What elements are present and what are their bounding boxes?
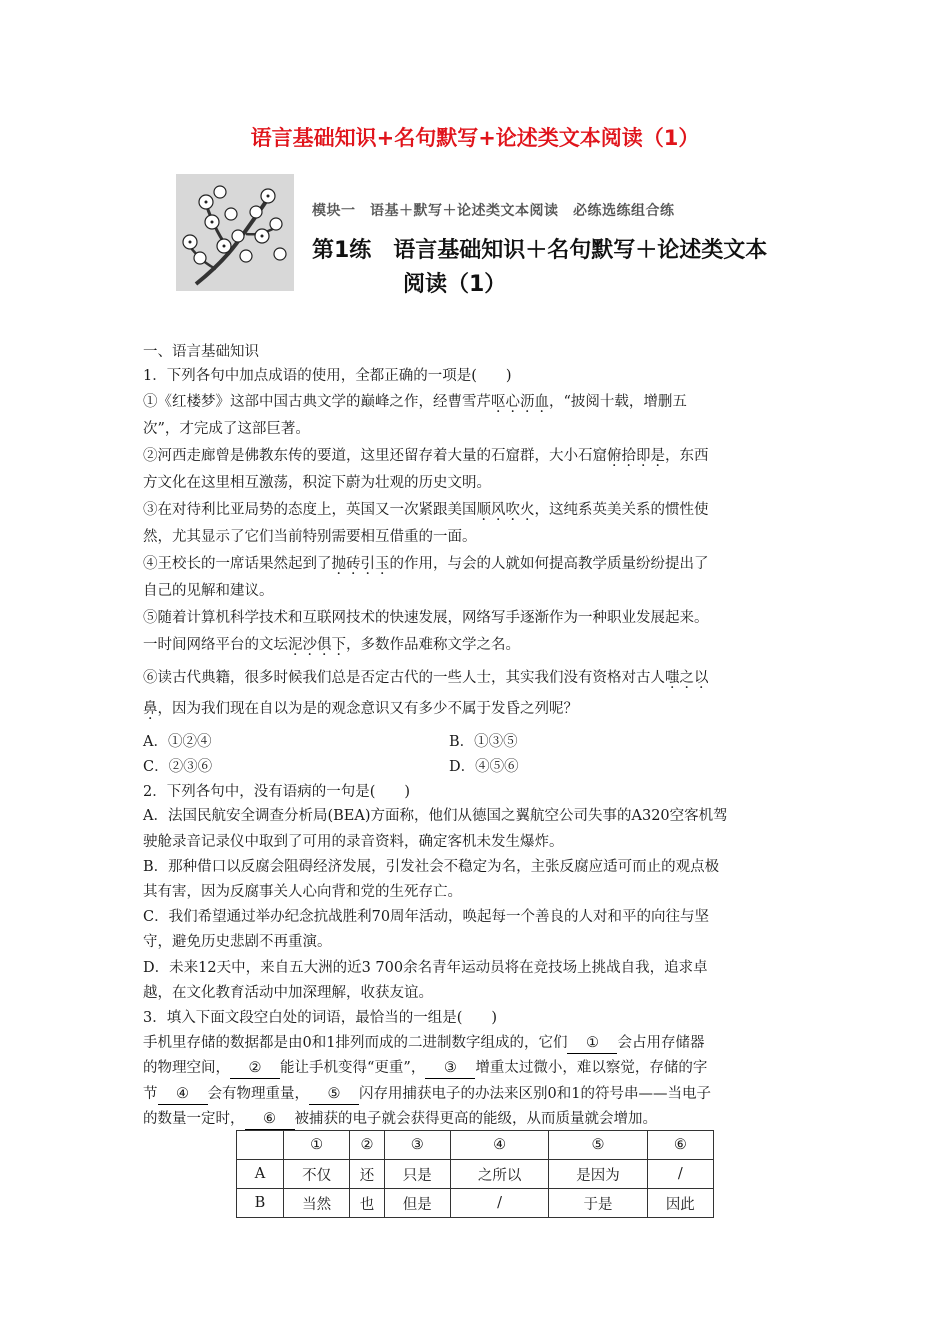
emphasis-dot-char: 风 (491, 502, 506, 518)
q1-sentence-2-cont: 方文化在这里相互激荡，积淀下蔚为壮观的历史文明。 (143, 475, 491, 491)
dotted-idiom (665, 670, 709, 686)
q1-sentence-1-cont: 次”，才完成了这部巨著。 (143, 421, 310, 437)
q1-stem: 1．下列各句中加点成语的使用，全都正确的一项是( ) (143, 368, 512, 384)
text: 能让手机变得“更重”， (280, 1060, 426, 1076)
table-cell: A (237, 1160, 284, 1189)
q2-option-a: A．法国民航安全调查分析局(BEA)方面称，他们从德国之翼航空公司失事的A320空客机驾 (143, 808, 728, 824)
emphasis-dot-char: 拾 (621, 448, 636, 464)
lesson-title (312, 234, 767, 302)
blank-6: ⑥ (245, 1109, 295, 1130)
q3-passage-line3 (143, 1084, 711, 1105)
text: 会有物理重量， (207, 1086, 309, 1102)
document-title: 语言基础知识+名句默写+论述类文本阅读（1） (250, 126, 700, 150)
emphasis-dot-char: 砖 (346, 556, 361, 572)
lesson-title-line2: 阅读（1） (403, 272, 507, 297)
blank-5: ⑤ (309, 1084, 359, 1105)
table-cell: ⑥ (647, 1131, 713, 1160)
dotted-idiom (477, 502, 535, 518)
q1-sentence-5: ⑤随着计算机科学技术和互联网技术的快速发展，网络写手逐渐作为一种职业发展起来。 (143, 610, 709, 626)
text: 一时间网络平台的文坛 (143, 637, 288, 653)
emphasis-dot-char: 引 (360, 556, 375, 572)
q2-option-a-cont: 驶舱录音记录仪中取到了可用的录音资料，确定客机未发生爆炸。 (143, 834, 564, 850)
emphasis-dot-char: 即 (636, 448, 651, 464)
q3-passage-line1 (143, 1033, 704, 1054)
q1-sentence-1 (143, 392, 687, 412)
text: 节 (143, 1086, 158, 1102)
text: ④王校长的一席话果然起到了 (143, 556, 332, 572)
text: 的作用，与会的人就如何提高教学质量纷纷提出了 (389, 556, 709, 572)
table-cell: / (450, 1189, 548, 1218)
q1-sentence-3-cont: 然，尤其显示了它们当前特别需要相互借重的一面。 (143, 529, 477, 545)
q1-option-d: D．④⑤⑥ (449, 759, 519, 775)
table-cell: 之所以 (450, 1160, 548, 1189)
table-cell: 还 (350, 1160, 384, 1189)
table-row (237, 1160, 714, 1189)
q1-sentence-6 (143, 668, 709, 688)
text: ，这纯系英美关系的惯性使 (534, 502, 709, 518)
q2-option-d: D．未来12天中，来自五大洲的近3 700余名青年运动员将在竞技场上挑战自我，追求卓 (143, 960, 708, 976)
emphasis-dot-char: 俱 (317, 637, 332, 653)
q2-option-b: B．那种借口以反腐会阻碍经济发展，引发社会不稳定为名，主张反腐应适可而止的观点极 (143, 859, 720, 875)
text: ，多数作品难称文学之名。 (346, 637, 520, 653)
table-cell: 因此 (647, 1189, 713, 1218)
q1-option-a: A．①②④ (143, 734, 212, 750)
text: 会占用存储器 (617, 1035, 705, 1051)
text: ⑥读古代典籍，很多时候我们总是否定古代的一些人士，其实我们没有资格对古人 (143, 670, 665, 686)
q3-stem: 3．填入下面文段空白处的词语，最恰当的一组是( ) (143, 1010, 498, 1026)
text: ，因为我们现在自以为是的观念意识又有多少不属于发昏之列呢？ (157, 701, 578, 717)
table-cell: 也 (350, 1189, 384, 1218)
q1-option-c: C．②③⑥ (143, 759, 213, 775)
q2-option-b-cont: 其有害，因为反腐事关人心向背和党的生死存亡。 (143, 884, 462, 900)
emphasis-dot-char: 抛 (331, 556, 346, 572)
answer-table (236, 1130, 714, 1218)
emphasis-dot-char: 血 (534, 394, 549, 410)
emphasis-dot-char: 之 (679, 670, 694, 686)
blank-2: ② (230, 1058, 280, 1079)
table-cell (237, 1131, 284, 1160)
table-cell: ② (350, 1131, 384, 1160)
plum-blossom-illustration (176, 174, 294, 291)
emphasis-dot-char: 玉 (375, 556, 390, 572)
q3-passage-line2 (143, 1058, 707, 1079)
table-cell: ④ (450, 1131, 548, 1160)
dotted-idiom (491, 394, 549, 410)
emphasis-dot-char: 下 (331, 637, 346, 653)
emphasis-dot-char: 心 (505, 394, 520, 410)
emphasis-dot-char: 俯 (607, 448, 622, 464)
q1-sentence-5-cont (143, 635, 520, 655)
dotted-idiom (332, 556, 390, 572)
q2-option-d-cont: 越，在文化教育活动中加深理解，收获友谊。 (143, 985, 433, 1001)
table-cell: ⑤ (549, 1131, 647, 1160)
q1-sentence-4 (143, 554, 709, 574)
q1-sentence-3 (143, 500, 709, 520)
q1-sentence-4-cont: 自己的见解和建议。 (143, 583, 274, 599)
q1-sentence-2 (143, 446, 709, 466)
emphasis-dot-char: 顺 (476, 502, 491, 518)
table-cell: 于是 (549, 1189, 647, 1218)
emphasis-dot-char: 火 (520, 502, 535, 518)
q3-passage-line4 (143, 1109, 657, 1130)
emphasis-dot-char: 鼻 (143, 701, 158, 717)
table-row (237, 1189, 714, 1218)
table-cell: ① (284, 1131, 350, 1160)
q1-sentence-6-cont (143, 699, 578, 719)
text: ，“披阅十载，增删五 (549, 394, 687, 410)
q2-option-c-cont: 守，避免历史悲剧不再重演。 (143, 934, 332, 950)
emphasis-dot-char: 吹 (505, 502, 520, 518)
table-cell: 只是 (384, 1160, 450, 1189)
dotted-idiom (288, 637, 346, 653)
emphasis-dot-char: 是 (650, 448, 665, 464)
emphasis-dot-char: 泥 (288, 637, 303, 653)
table-cell: ③ (384, 1131, 450, 1160)
q2-option-c: C．我们希望通过举办纪念抗战胜利70周年活动，唤起每一个善良的人对和平的向往与坚 (143, 909, 710, 925)
text: 的物理空间， (143, 1060, 230, 1076)
emphasis-dot-char: 呕 (491, 394, 506, 410)
dotted-idiom (607, 448, 665, 464)
dotted-idiom (143, 701, 158, 717)
table-cell: 但是 (384, 1189, 450, 1218)
text: 闪存用捕获电子的办法来区别0和1的符号串——当电子 (359, 1086, 711, 1102)
text: ③在对待利比亚局势的态度上，英国又一次紧跟美国 (143, 502, 477, 518)
q2-stem: 2．下列各句中，没有语病的一句是( ) (143, 784, 411, 800)
table-cell: / (647, 1160, 713, 1189)
emphasis-dot-char: 沥 (520, 394, 535, 410)
text: 被捕获的电子就会获得更高的能级，从而质量就会增加。 (294, 1111, 657, 1127)
blank-3: ③ (425, 1058, 475, 1079)
table-cell: B (237, 1189, 284, 1218)
table-cell: 是因为 (549, 1160, 647, 1189)
table-header-row (237, 1131, 714, 1160)
text: 的数量一定时， (143, 1111, 245, 1127)
table-cell: 当然 (284, 1189, 350, 1218)
text: ②河西走廊曾是佛教东传的要道，这里还留存着大量的石窟群，大小石窟 (143, 448, 607, 464)
emphasis-dot-char: 嗤 (665, 670, 680, 686)
text: ，东西 (665, 448, 709, 464)
blank-1: ① (567, 1033, 617, 1054)
text: 增重太过微小，难以察觉，存储的字 (475, 1060, 708, 1076)
blank-4: ④ (158, 1084, 208, 1105)
table-cell: 不仅 (284, 1160, 350, 1189)
emphasis-dot-char: 以 (694, 670, 709, 686)
section-heading: 一、语言基础知识 (143, 344, 259, 360)
q1-option-b: B．①③⑤ (449, 734, 518, 750)
module-subtitle: 模块一 语基＋默写＋论述类文本阅读 必练选练组合练 (312, 203, 675, 219)
text: 手机里存储的数据都是由0和1排列而成的二进制数字组成的，它们 (143, 1035, 568, 1051)
text: ①《红楼梦》这部中国古典文学的巅峰之作，经曹雪芹 (143, 394, 491, 410)
emphasis-dot-char: 沙 (302, 637, 317, 653)
lesson-title-line1: 第1练 语言基础知识＋名句默写＋论述类文本 (312, 238, 768, 263)
